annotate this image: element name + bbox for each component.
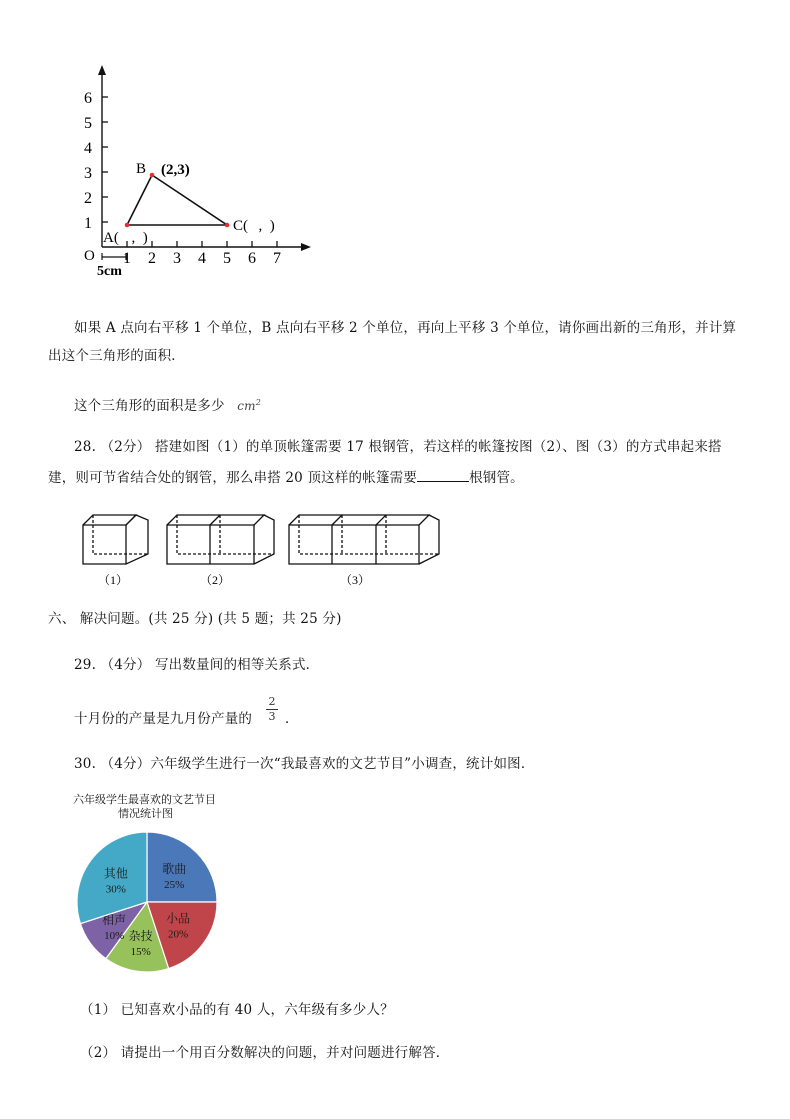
tent-figure-3 bbox=[289, 515, 439, 564]
pie-chart-block bbox=[73, 793, 263, 821]
answer-blank[interactable] bbox=[417, 467, 469, 482]
q29-line2: 十月份的产量是九月份产量的 bbox=[74, 711, 253, 727]
q30-line1: 30. （4分）六年级学生进行一次“我最喜欢的文艺节目”小调查，统计如图． bbox=[74, 756, 535, 772]
q27-area-question bbox=[74, 393, 261, 416]
scale-label: 5cm bbox=[97, 264, 122, 279]
q29-period: ． bbox=[285, 711, 299, 727]
triangle-abc bbox=[127, 175, 227, 225]
q28-line2-before: 建，则可节省结合处的钢管，那么串搭 20 顶这样的帐篷需要 bbox=[48, 470, 418, 486]
q30-sub2: （2） 请提出一个用百分数解决的问题，并对问题进行解答． bbox=[80, 1045, 450, 1061]
q28-line2 bbox=[48, 467, 524, 488]
point-a-blank: , ) bbox=[124, 230, 148, 246]
q27-line1: 如果 A 点向右平移 1 个单位，B 点向右平移 2 个单位，再向上平移 3 个单位，请你画出新的三角形，并计算 bbox=[74, 320, 737, 336]
chart-title: 六年级学生最喜欢的文艺节目 bbox=[73, 793, 216, 806]
pie-slice-name: 小品 bbox=[166, 911, 191, 926]
q28-line1: 28. （2分） 搭建如图（1）的单顶帐篷需要 17 根钢管，若这样的帐篷按图（2）、图（3）的方式串起来搭 bbox=[74, 439, 722, 455]
fraction-denominator: 3 bbox=[268, 710, 276, 723]
chart-subtitle: 情况统计图 bbox=[118, 807, 173, 820]
y-tick-label: 1 bbox=[84, 215, 92, 232]
pie-slice-label: 30% bbox=[105, 883, 126, 896]
x-tick-label: 1 bbox=[123, 250, 131, 267]
y-tick-label: 4 bbox=[84, 140, 92, 157]
point-b-label: B bbox=[136, 161, 147, 177]
pie-slice-name: 其他 bbox=[103, 866, 128, 881]
tent-label-2: （2） bbox=[200, 573, 231, 587]
pie-slice-label: 25% bbox=[164, 878, 185, 891]
q28-line2-after: 根钢管。 bbox=[469, 470, 524, 486]
y-tick-label: 5 bbox=[84, 115, 92, 132]
point-c-blank: , ) bbox=[251, 218, 275, 234]
y-tick-label: 6 bbox=[84, 90, 92, 107]
origin-label: O bbox=[84, 248, 95, 264]
y-axis-arrow bbox=[98, 65, 106, 75]
tent-label-3: （3） bbox=[340, 573, 371, 587]
pie-slice-name: 歌曲 bbox=[162, 861, 187, 876]
x-tick-label: 2 bbox=[148, 250, 156, 267]
x-tick-label: 7 bbox=[273, 250, 281, 267]
q29-line1: 29. （4分） 写出数量间的相等关系式． bbox=[74, 657, 320, 673]
x-tick-label: 3 bbox=[173, 250, 181, 267]
pie-slice-label: 15% bbox=[130, 946, 151, 959]
q30-sub1: （1） 已知喜欢小品的有 40 人，六年级有多少人？ bbox=[80, 1002, 394, 1018]
section6-title: 六、 解决问题。(共 25 分) (共 5 题；共 25 分) bbox=[48, 611, 342, 627]
tent-figure-2 bbox=[167, 515, 274, 564]
x-tick-label: 5 bbox=[223, 250, 231, 267]
fraction-numerator: 2 bbox=[268, 695, 276, 708]
point-c-dot bbox=[225, 223, 230, 228]
x-tick-label: 6 bbox=[248, 250, 256, 267]
tent-figure-1 bbox=[83, 515, 148, 564]
x-axis-arrow bbox=[301, 243, 311, 251]
pie-slice-label: 10% bbox=[104, 929, 125, 942]
q27-area-unit bbox=[229, 399, 261, 413]
point-a-dot bbox=[125, 223, 130, 228]
fraction-two-thirds bbox=[266, 696, 278, 723]
q27-line2: 出这个三角形的面积． bbox=[48, 348, 185, 364]
y-tick-label: 3 bbox=[84, 165, 92, 182]
x-tick-label: 4 bbox=[198, 250, 206, 267]
coordinate-graph bbox=[70, 60, 330, 285]
point-c-label: C( bbox=[233, 218, 248, 234]
point-b-dot bbox=[150, 173, 155, 178]
q27-area-text: 这个三角形的面积是多少 bbox=[74, 398, 225, 414]
point-a-label: A( bbox=[103, 230, 119, 246]
pie-slice-label: 20% bbox=[168, 928, 189, 941]
unit-base: cm bbox=[237, 399, 256, 413]
pie-slice-name: 相声 bbox=[102, 912, 127, 927]
tent-figures bbox=[78, 508, 448, 592]
pie-chart bbox=[70, 822, 230, 982]
y-tick-label: 2 bbox=[84, 190, 92, 207]
point-b-coord: (2,3) bbox=[161, 162, 190, 178]
tent-label-1: （1） bbox=[98, 573, 129, 587]
unit-sup: 2 bbox=[255, 398, 262, 407]
pie-slice-name: 杂技 bbox=[128, 929, 153, 944]
